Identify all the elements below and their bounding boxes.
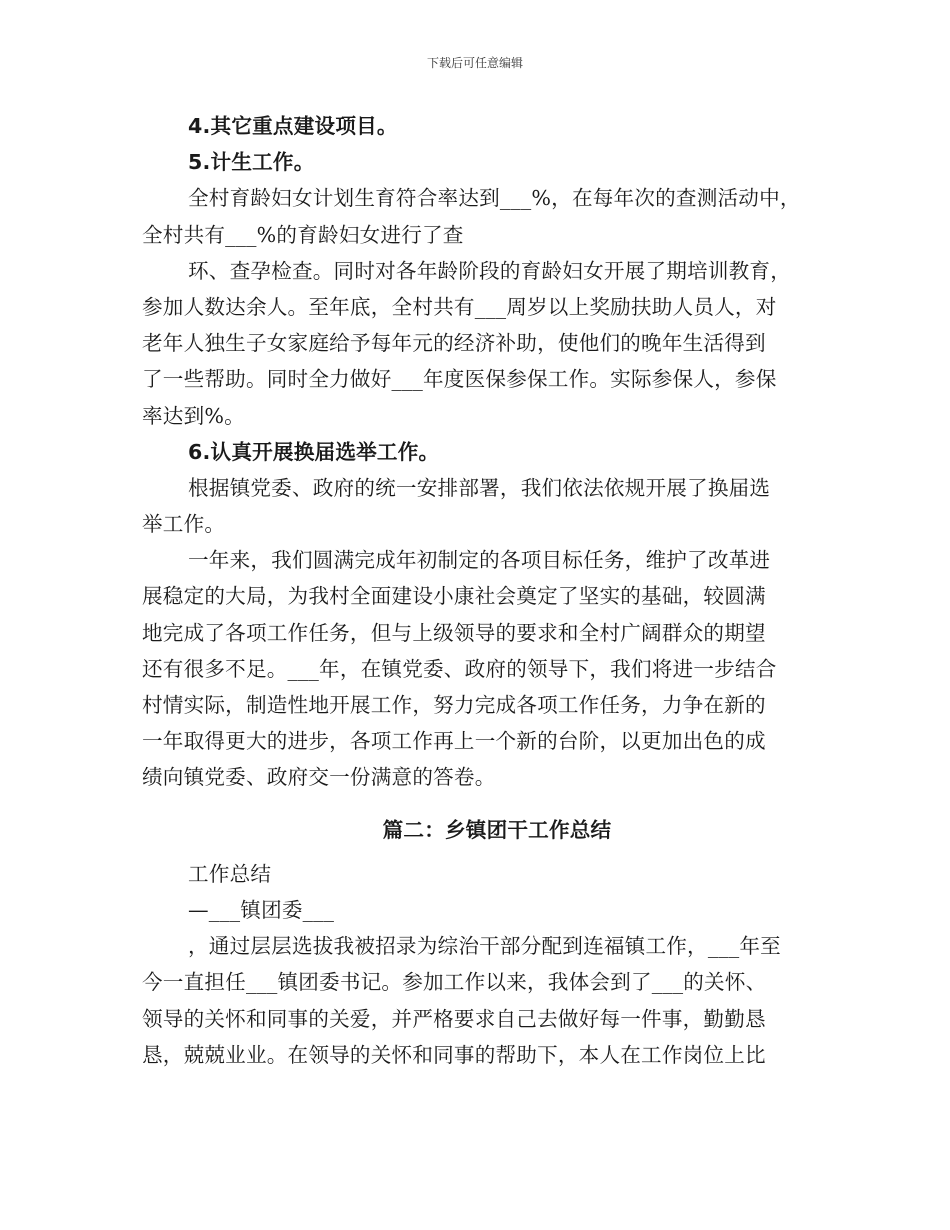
subtitle-line: —___镇团委___ [188,897,335,922]
section-heading-other-projects: 4.其它重点建设项目。 [188,114,398,138]
paragraph-line: 全村共有___%的育龄妇女进行了查 [142,222,464,247]
paragraph-line: 了一些帮助。同时全力做好___年度医保参保工作。实际参保人，参保 [142,367,777,392]
paragraph-line: 今一直担任___镇团委书记。参加工作以来，我体会到了___的关怀、 [142,970,767,995]
paragraph-line: 绩向镇党委、政府交一份满意的答卷。 [142,765,496,790]
paragraph-line: 根据镇党委、政府的统一安排部署，我们依法依规开展了换届选 [188,475,771,500]
paragraph-line: 展稳定的大局，为我村全面建设小康社会奠定了坚实的基础，较圆满 [142,584,766,609]
paragraph-line: 恳，兢兢业业。在领导的关怀和同事的帮助下，本人在工作岗位上比 [142,1042,766,1067]
section-heading-election: 6.认真开展换届选举工作。 [188,439,440,464]
paragraph-line: 领导的关怀和同事的关爱，并严格要求自己去做好每一件事，勤勤恳 [142,1006,766,1031]
paragraph-line: 老年人独生子女家庭给予每年元的经济补助，使他们的晚年生活得到 [142,331,766,356]
section-heading-family-planning: 5.计生工作。 [188,150,315,175]
paragraph-line: 环、查孕检查。同时对各年龄阶段的育龄妇女开展了期培训教育， [188,258,792,283]
chapter-title: 篇二：乡镇团干工作总结 [382,817,612,842]
paragraph-line: 参加人数达余人。至年底，全村共有___周岁以上奖励扶助人员人，对 [142,294,777,319]
subtitle-line: 工作总结 [188,861,272,886]
paragraph-line: 举工作。 [142,512,226,537]
paragraph-line: 一年取得更大的进步，各项工作再上一个新的台阶，以更加出色的成 [142,729,766,754]
paragraph-line: 还有很多不足。___年，在镇党委、政府的领导下，我们将进一步结合 [142,656,777,681]
paragraph-line: 一年来，我们圆满完成年初制定的各项目标任务，维护了改革进 [188,548,771,573]
paragraph-line: 率达到%。 [142,403,245,428]
paragraph-line: 全村育龄妇女计划生育符合率达到___%，在每年次的查测活动中， [188,186,801,211]
paragraph-line: 地完成了各项工作任务，但与上级领导的要求和全村广阔群众的期望 [142,620,766,645]
page-header-note: 下载后可任意编辑 [426,56,523,70]
paragraph-line: 村情实际，制造性地开展工作，努力完成各项工作任务，力争在新的 [142,693,766,717]
paragraph-line: ，通过层层选拔我被招录为综治干部分配到连福镇工作，___年至 [188,934,781,959]
document-body [142,108,812,1073]
